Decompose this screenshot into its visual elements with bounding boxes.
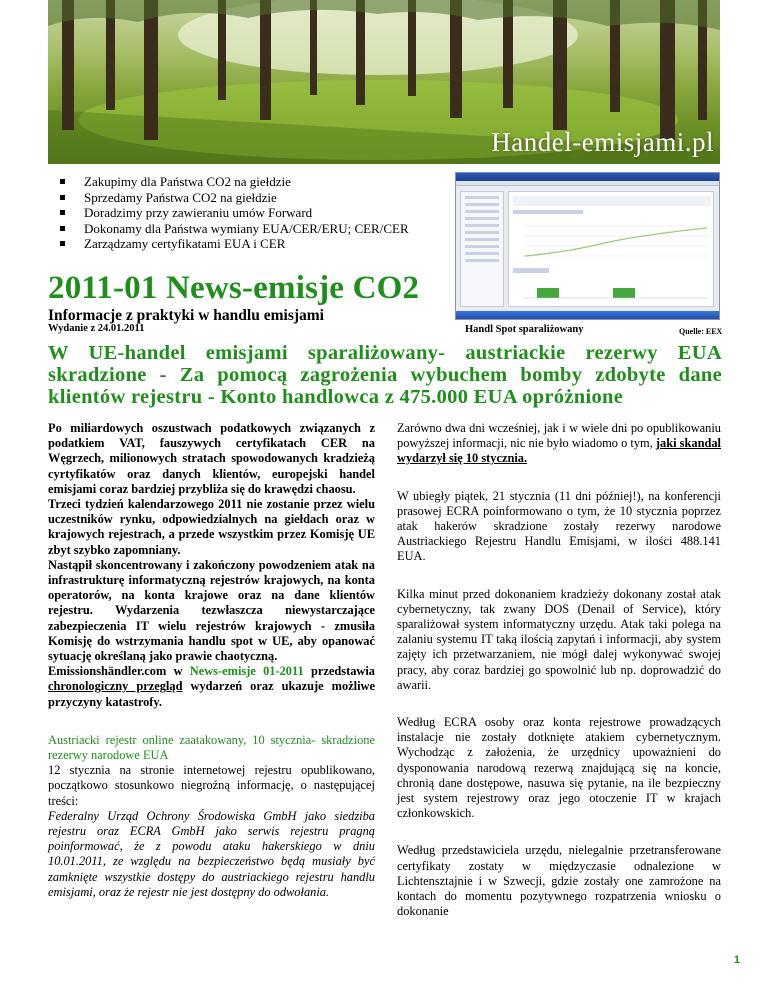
site-title: Handel-emisjami.pl: [491, 127, 714, 157]
services-list: [60, 174, 409, 252]
list-item: Zakupimy dla Państwa CO2 na giełdzie: [60, 174, 409, 190]
window-menubar: [456, 181, 719, 186]
article-headline: W UE-handel emisjami sparaliżowany- austriackie rezerwy EUA skradzione - Za pomocą zagrożenia wybuchem bomby zdobyte dane klientów rejestru - Konto handlowca z 475.000 EUA opróżnione: [48, 342, 722, 408]
paragraph: Zarówno dwa dni wcześniej, jak i w wiele dni po opublikowaniu powyższej informacji, nic nie było wiadomo o tym, jaki skandal wydarzył się 10 stycznia.: [397, 421, 721, 466]
list-item: Doradzimy przy zawieraniu umów Forward: [60, 205, 409, 221]
section-heading: Austriacki rejestr online zaatakowany, 10 stycznia- skradzione rezerwy narodowe EUA: [48, 732, 375, 763]
paragraph: Kilka minut przed dokonaniem kradzieży dokonany został atak cybernetyczny, tak zwany DOS (Denail of Service), który sparaliżował system informatyczny urzędu. Atak taki polega na zalaniu systemu IT taką ilością zapytań i informacji, aby system zajęty ich przetwarzaniem, nie mógł dalej wykonywać swojej pracy, aby coraz bardziej go spowolnić lub np. doprowadzić do awarii.: [397, 586, 721, 692]
figure-source: Quelle: EEX: [679, 327, 723, 336]
window-titlebar: [456, 173, 719, 181]
paragraph: Emissionshändler.com w News-emisje 01-2011 przedstawia chronologiczny przegląd wydarzeń oraz ukazuje możliwe przyczyny katastrofy.: [48, 664, 375, 709]
paragraph: 12 stycznia na stronie internetowej rejestru opublikowano, początkowo stosunkowo niegroźną informację, o następującej treści:: [48, 763, 375, 808]
page-number: 1: [733, 954, 740, 966]
right-column: [397, 421, 721, 919]
intro-paragraph: Po miliardowych oszustwach podatkowych związanych z podatkiem VAT, fauszywych certyfikatach CER na Węgrzech, milionowych stratach spowodowanych kradzieżą cyrtyfikatów oraz danych klientów, europejski handel emisjami coraz bardziej przybliża się do krawędzi chaosu.: [48, 421, 375, 496]
figure-caption: Handl Spot sparaliżowany: [465, 324, 584, 335]
newsletter-title: 2011-01 News-emisje CO2: [48, 270, 420, 306]
header-banner: [48, 0, 720, 164]
news-link[interactable]: News-emisje 01-2011: [189, 664, 304, 679]
newsletter-subtitle: Informacje z praktyki w handlu emisjami: [48, 307, 324, 324]
price-chart-thumbnail: [509, 192, 715, 308]
paragraph: Według przedstawiciela urzędu, nielegalnie przetransferowane certyfikaty zostaty w międzyczasie odnalezione w Lichtensztajnie i w Szwecji, gdzie zostały one zamrożone na kontach do momentu pozytywnego rozpatrzenia wniosku o dokonanie: [397, 843, 721, 919]
quote-paragraph: Federalny Urząd Ochrony Środowiska GmbH jako siedziba rejestru oraz ECRA GmbH jako serwis rejestru pragną poinformować, że z powodu ataku hakerskiego w dniu 10.01.2011, ze względu na bezpieczeństwo będą musiały być zamknięte wszystkie dostępy do austriackiego rejestru handlu emisjami, oraz że rejestr nie jest dostępny do odwołania.: [48, 808, 375, 899]
window-content: [508, 191, 714, 307]
paragraph: Według ECRA osoby oraz konta rejestrowe prowadzących instalacje nie zostały dotknięte atakiem cybernetycznym. Wychodząc z założenia, że urzędnicy upoważnieni do dysponowania narodową rezerwą znajdującą się na koncie, chronią dane dostępowe, nasuwa się pytanie, na ile bezpieczny jest system rejestrowy oraz jego otoczenie IT w krajach członkowskich.: [397, 715, 721, 821]
bullet-square-icon: [60, 195, 65, 200]
window-taskbar: [456, 311, 719, 319]
trading-screenshot: [455, 172, 720, 320]
chronology-link[interactable]: chronologiczny przegląd: [48, 679, 183, 694]
bullet-square-icon: [60, 179, 65, 184]
list-item: Sprzedamy Państwa CO2 na giełdzie: [60, 190, 409, 206]
paragraph: Trzeci tydzień kalendarzowego 2011 nie zostanie przez wielu uczestników rynku, odpowiedzialnych na giełdach oraz w krajowych rejestrach, a przede wszystkim przez Komisję UE zbyt szybko zapomniany.: [48, 497, 375, 557]
paragraph: Nastąpił skoncentrowany i zakończony powodzeniem atak na infrastrukturę informatyczną rejestrów krajowych, na konta operatorów, na konta krajowe oraz na dane klientów rejestru. Wydarzenia tezwłaszcza niewystarczające zabezpieczenia IT wielu rejestrów krajowych - zmusiła Komisję do wstrzymania handlu spot w UE, aby opanować sytuację określaną jako prawie chaotyczną.: [48, 557, 375, 664]
bullet-square-icon: [60, 226, 65, 231]
edition-date: Wydanie z 24.01.2011: [48, 323, 145, 334]
list-item: Dokonamy dla Państwa wymiany EUA/CER/ERU; CER/CER: [60, 221, 409, 237]
list-item: Zarządzamy certyfikatami EUA i CER: [60, 236, 409, 252]
left-column: [48, 421, 375, 900]
bullet-square-icon: [60, 241, 65, 246]
paragraph: W ubiegły piątek, 21 stycznia (11 dni później!), na konferencji prasowej ECRA poinformowano o tym, że 10 stycznia poprzez atak hakerów skradzione zostały rezerwy narodowe Austriackiego Rejestru Handlu Emisjami, w ilości 488.141 EUA.: [397, 488, 721, 564]
bullet-square-icon: [60, 210, 65, 215]
window-sidebar: [460, 191, 504, 307]
